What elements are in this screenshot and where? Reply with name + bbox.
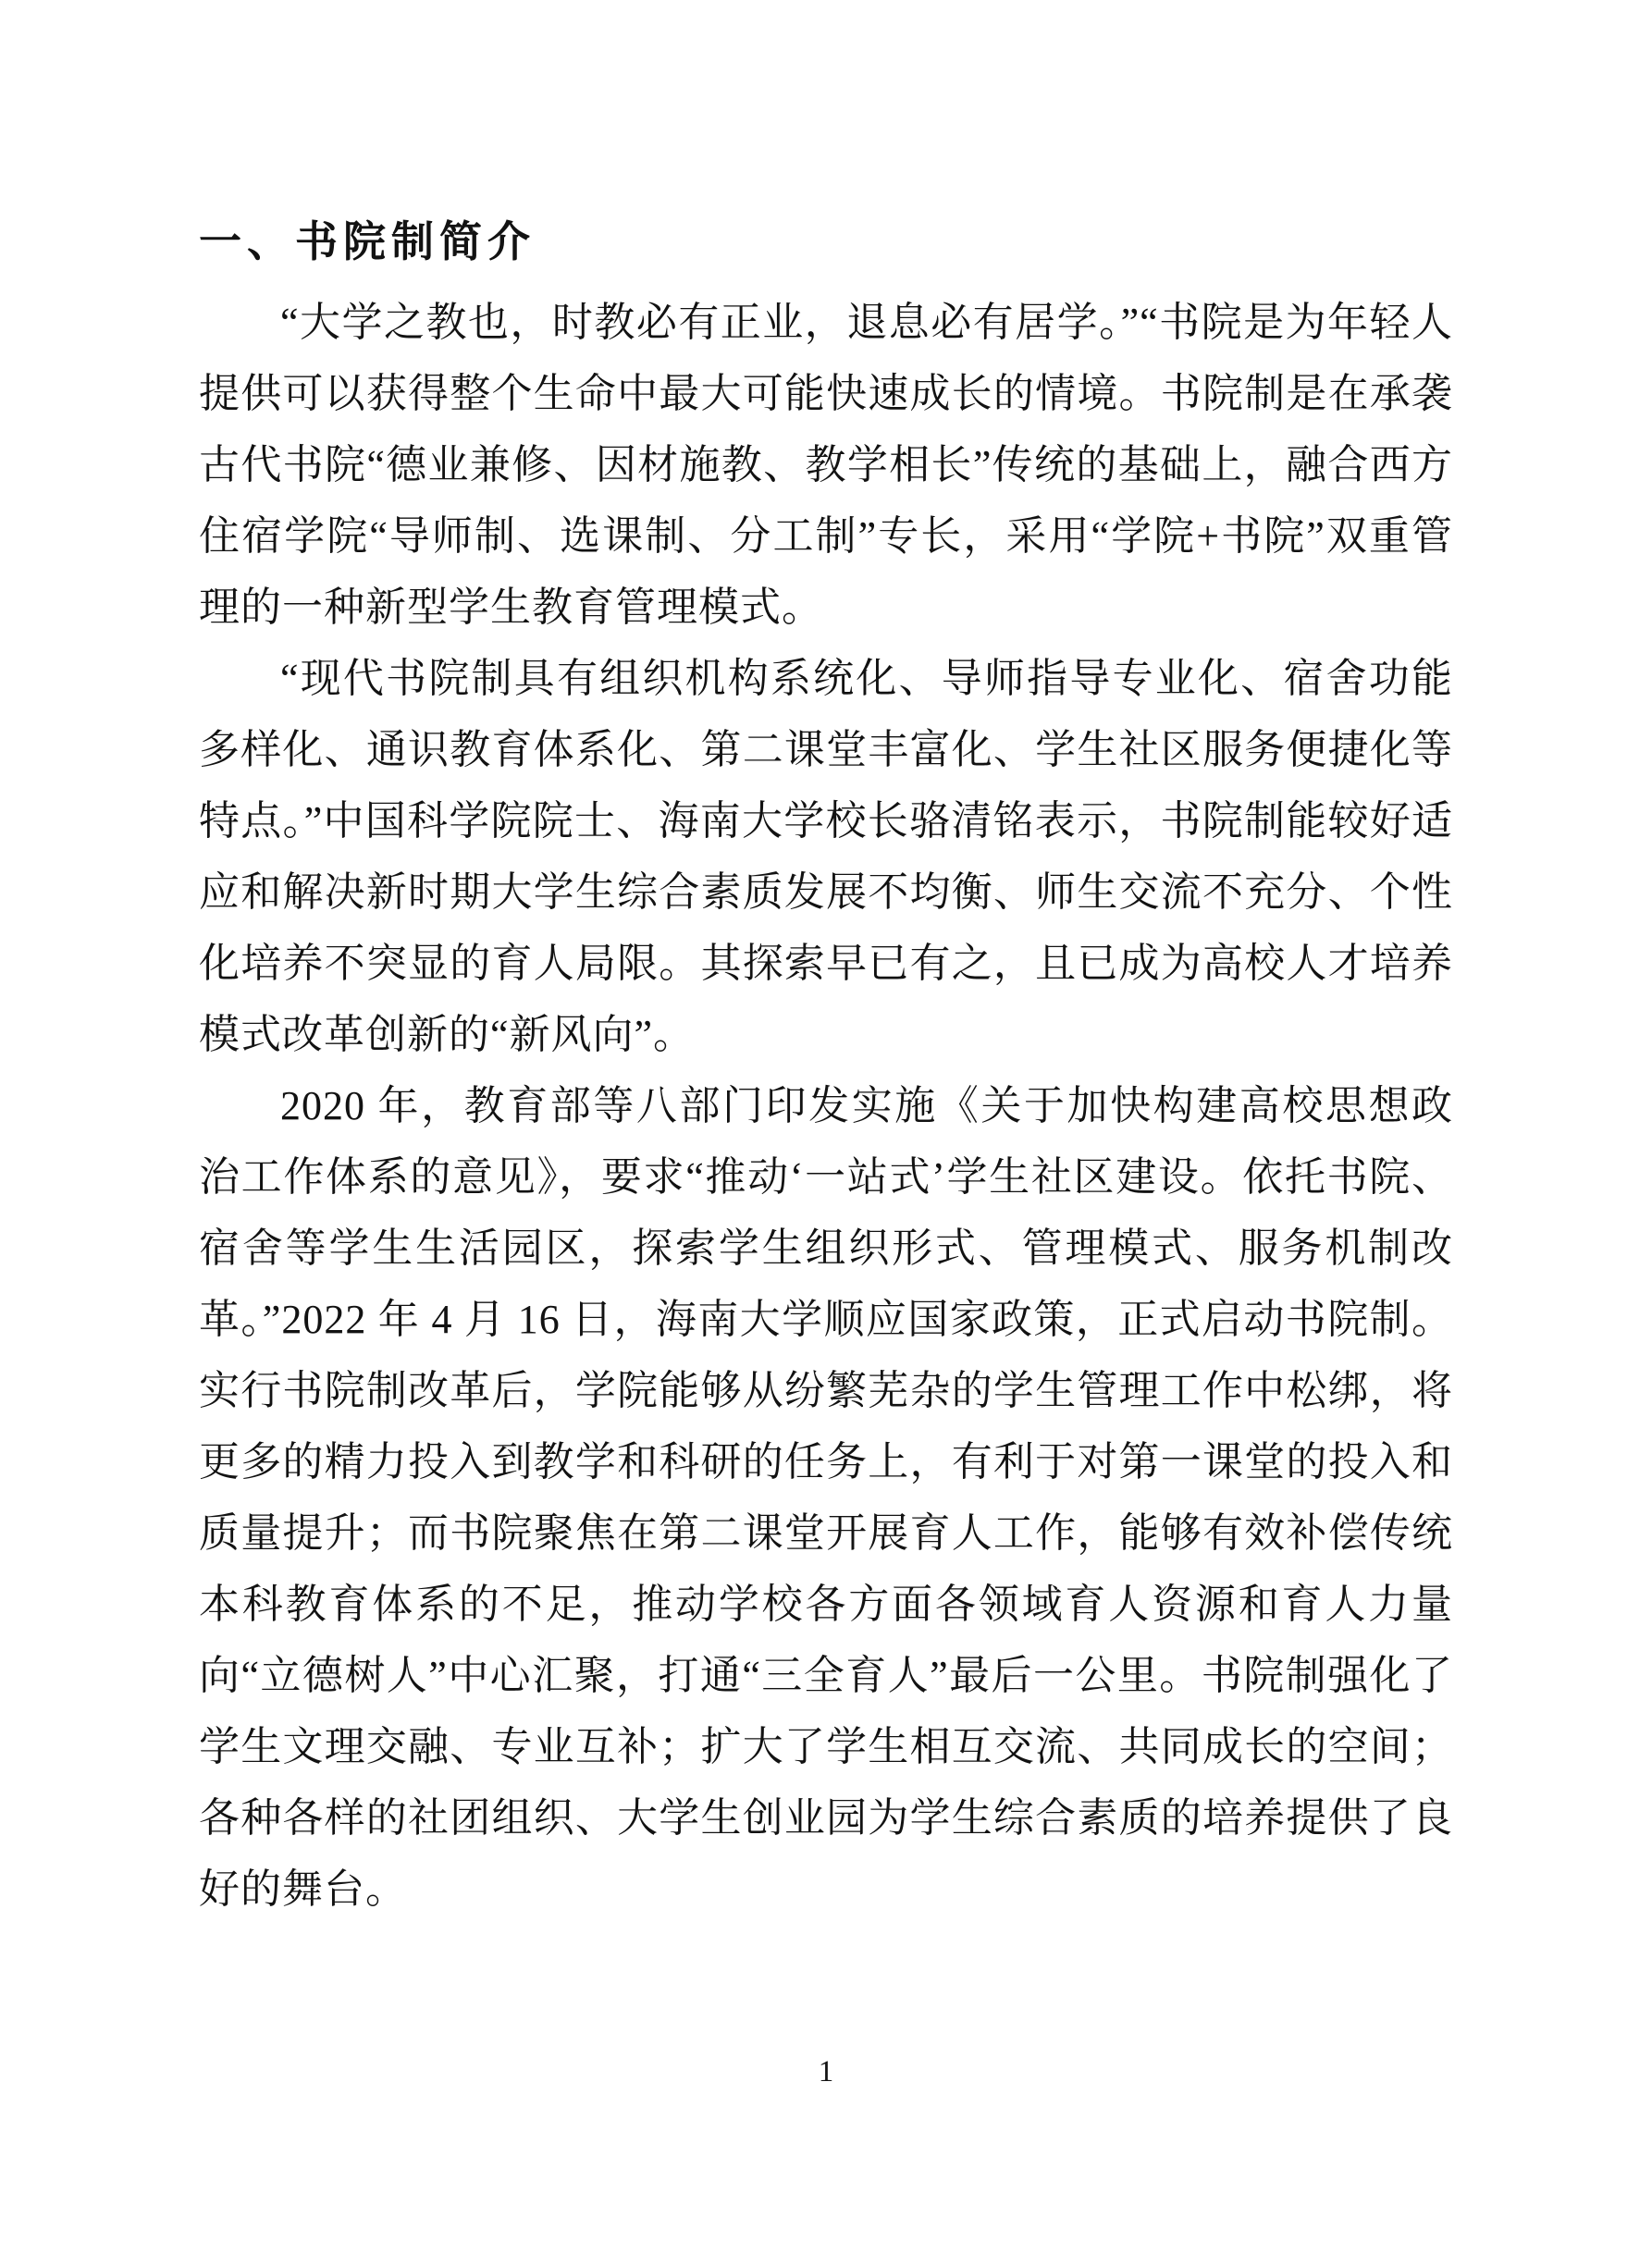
body-paragraph: 2020 年，教育部等八部门印发实施《关于加快构建高校思想政治工作体系的意见》，要求“推动‘一站式’学生社区建设。依托书院、宿舍等学生生活园区，探索学生组织形式、管理模式、服务机制改革。”2022 年 4 月 16 日，海南大学顺应国家政策，正式启动书院制。实行书院制改革后，学院能够从纷繁芜杂的学生管理工作中松绑，将更多的精力投入到教学和科研的任务上，有利于对第一课堂的投入和质量提升；而书院聚焦在第二课堂开展育人工作，能够有效补偿传统本科教育体系的不足，推动学校各方面各领域育人资源和育人力量向“立德树人”中心汇聚，打通“三全育人”最后一公里。书院制强化了学生文理交融、专业互补；扩大了学生相互交流、共同成长的空间；各种各样的社团组织、大学生创业园为学生综合素质的培养提供了良好的舞台。 — [199, 1083, 1453, 1912]
body-paragraph: “大学之教也，时教必有正业，退息必有居学。”“书院是为年轻人提供可以获得整个生命中最大可能快速成长的情境。书院制是在承袭古代书院“德业兼修、因材施教、教学相长”传统的基础上，融合西方住宿学院“导师制、选课制、分工制”专长，采用“学院+书院”双重管理的一种新型学生教育管理模式。 — [199, 300, 1453, 630]
body-paragraph: “现代书院制具有组织机构系统化、导师指导专业化、宿舍功能多样化、通识教育体系化、第二课堂丰富化、学生社区服务便捷化等特点。”中国科学院院士、海南大学校长骆清铭表示，书院制能较好适应和解决新时期大学生综合素质发展不均衡、师生交流不充分、个性化培养不突显的育人局限。其探索早已有之，且已成为高校人才培养模式改革创新的“新风向”。 — [199, 656, 1453, 1057]
page-title: 一、书院制简介 — [199, 218, 536, 265]
page-number: 1 — [818, 2055, 834, 2088]
document-body — [199, 287, 1453, 1925]
